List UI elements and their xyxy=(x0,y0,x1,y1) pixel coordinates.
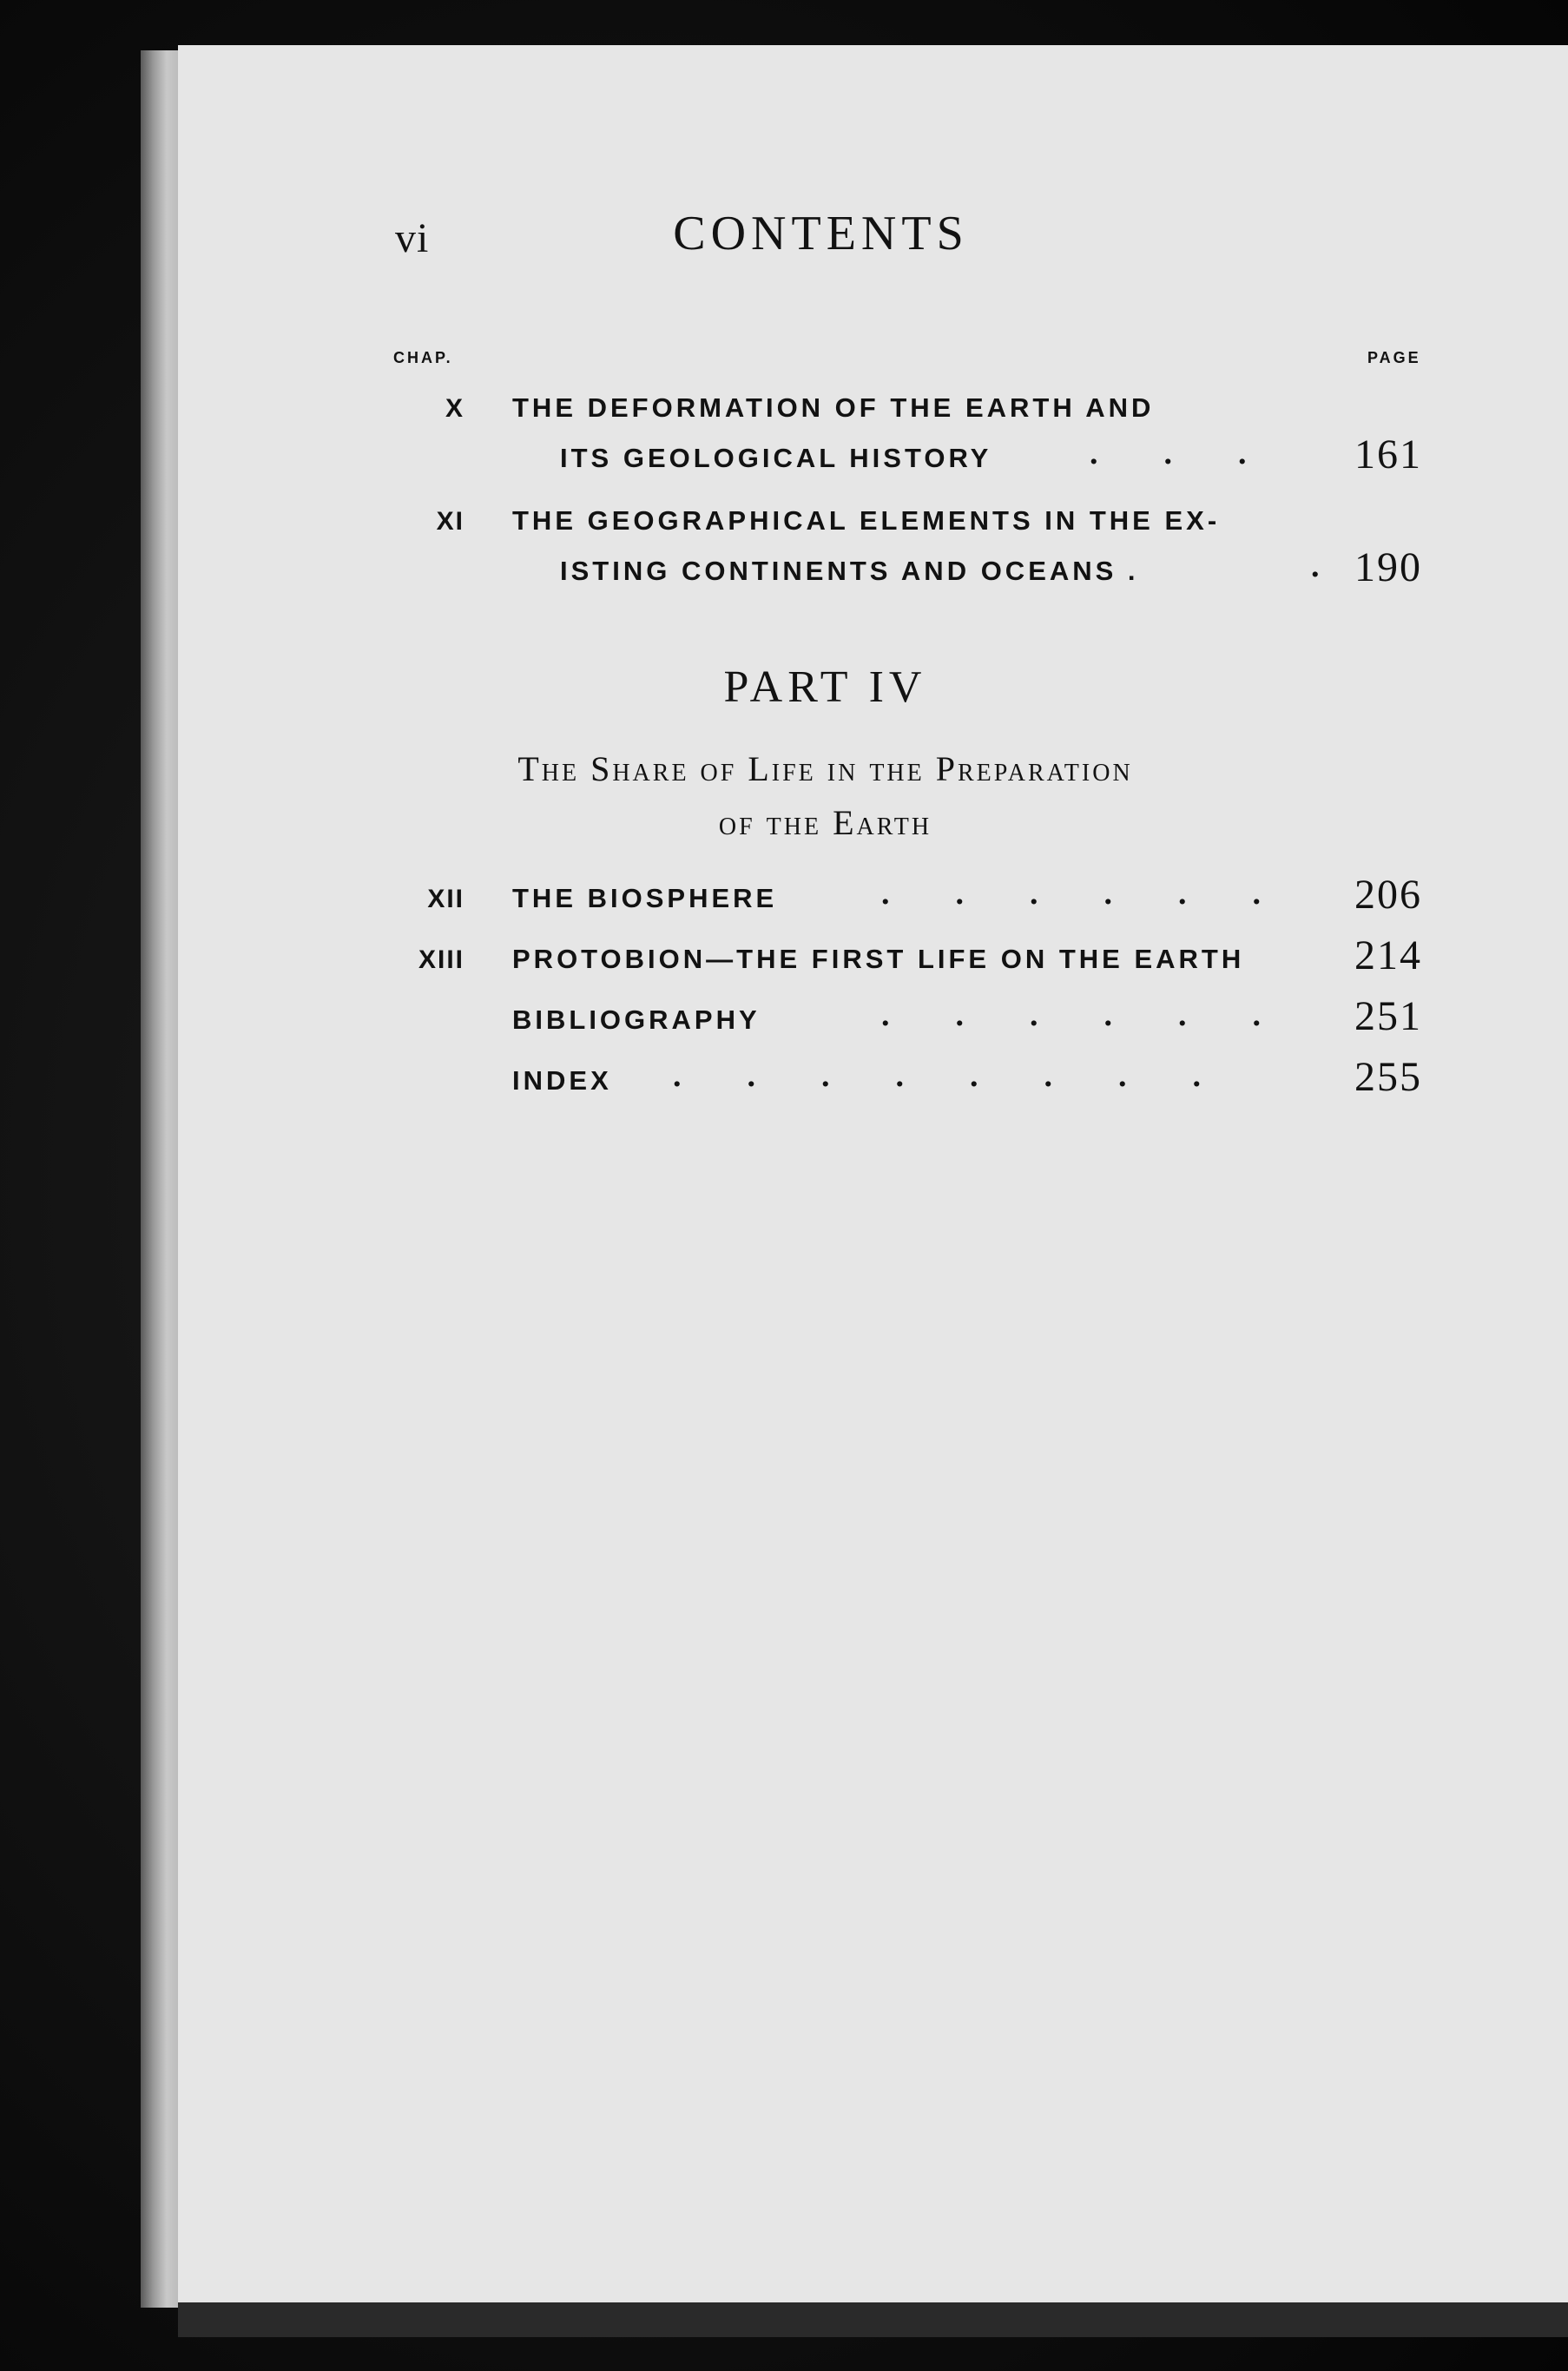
column-headings xyxy=(178,349,1568,375)
page-number: 214 xyxy=(1354,932,1422,978)
entry-title: BIBLIOGRAPHY xyxy=(512,1004,761,1035)
page-number: 255 xyxy=(1354,1054,1422,1100)
entry-title-line2: ITS GEOLOGICAL HISTORY xyxy=(560,443,992,473)
entry-title-line1: THE DEFORMATION OF THE EARTH AND xyxy=(512,392,1155,423)
entry-title-line2: ISTING CONTINENTS AND OCEANS . xyxy=(560,556,1139,586)
page-number: 251 xyxy=(1354,993,1422,1039)
leader-dots: . . . . . . . . xyxy=(673,1057,1201,1094)
toc-entry xyxy=(178,993,1568,1057)
toc-entry xyxy=(178,932,1568,996)
entry-title: PROTOBION—THE FIRST LIFE ON THE EARTH xyxy=(512,944,1245,974)
page-number: 161 xyxy=(1354,431,1422,477)
chapter-number: XIII xyxy=(418,945,464,974)
chapter-number: X xyxy=(445,394,464,423)
chapter-number: XI xyxy=(436,507,464,536)
page-title-text: CONTENTS xyxy=(673,207,969,260)
entry-title-line1: THE GEOGRAPHICAL ELEMENTS IN THE EX- xyxy=(512,505,1221,536)
leader-dots: . . . . . . xyxy=(881,997,1261,1033)
page-folio: vi xyxy=(395,215,430,261)
part-subtitle-line1 xyxy=(178,748,1568,789)
toc-entry xyxy=(178,392,1568,488)
page-column-heading: PAGE xyxy=(1367,349,1421,366)
leader-dots: . . . . . . xyxy=(881,875,1261,912)
part-subtitle-text-1: The Share of Life in the Preparation xyxy=(517,749,1133,788)
book-page xyxy=(178,45,1568,2302)
page-title xyxy=(178,206,1568,261)
part-subtitle-text-2: of the Earth xyxy=(718,803,932,842)
page-number: 190 xyxy=(1354,544,1422,590)
chap-column-heading: CHAP. xyxy=(393,349,453,366)
leader-dots: . . . xyxy=(1090,435,1247,471)
part-subtitle-line2 xyxy=(178,802,1568,843)
leader-dots: . xyxy=(1311,548,1320,584)
part-heading xyxy=(178,662,1568,713)
running-head xyxy=(178,206,1568,275)
toc-entry xyxy=(178,505,1568,601)
page-number: 206 xyxy=(1354,872,1422,918)
part-heading-text: PART IV xyxy=(723,662,927,712)
entry-title: INDEX xyxy=(512,1065,612,1096)
toc-entry xyxy=(178,872,1568,935)
entry-title: THE BIOSPHERE xyxy=(512,883,778,913)
chapter-number: XII xyxy=(427,885,464,913)
toc-entry xyxy=(178,1054,1568,1117)
